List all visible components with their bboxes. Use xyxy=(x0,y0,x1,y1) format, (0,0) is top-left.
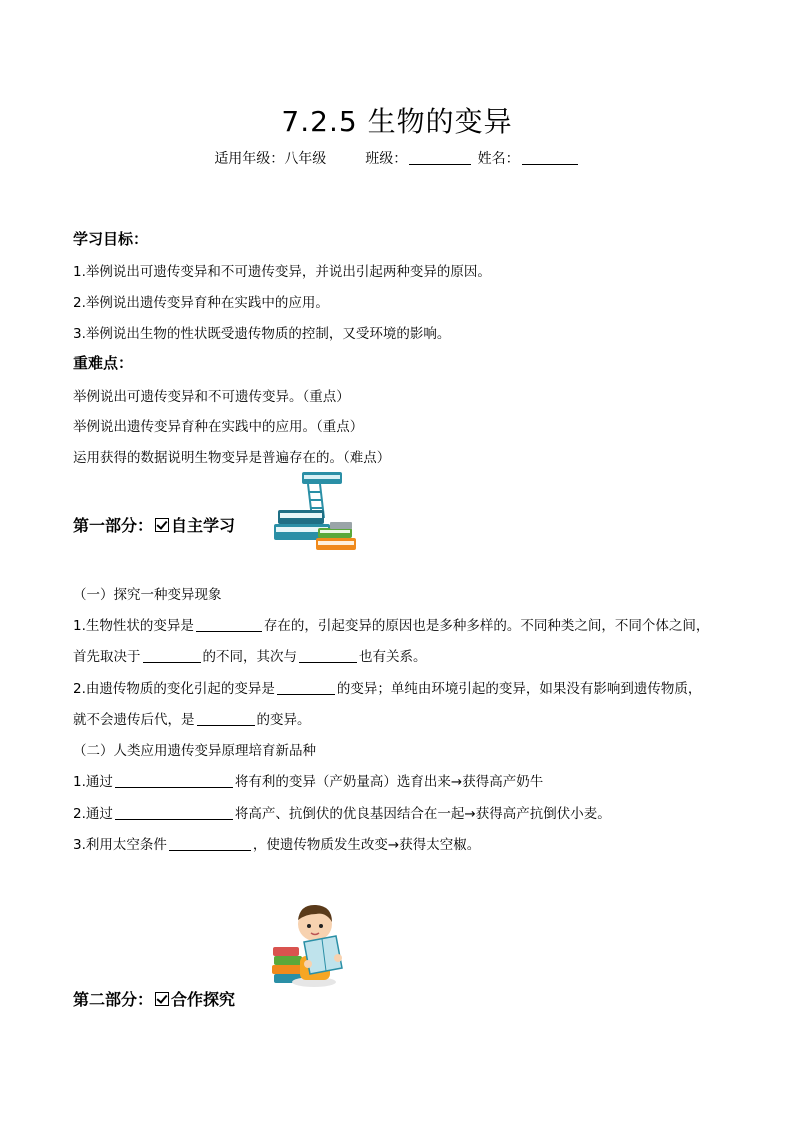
part2-title-text: 合作探究 xyxy=(171,990,236,1009)
r1-text: 将有利的变异（产奶量高）选育出来→获得高产奶牛 xyxy=(234,774,544,790)
fill-blank[interactable] xyxy=(143,648,201,663)
reading-boy-icon xyxy=(270,898,350,990)
r2-text: 将高产、抗倒伏的优良基因结合在一起→获得高产抗倒伏小麦。 xyxy=(234,806,611,822)
q1-text: 的不同，其次与 xyxy=(202,649,297,665)
q2-text: 就不会遗传后代，是 xyxy=(73,712,195,728)
q1-text: 1.生物性状的变异是 xyxy=(73,618,194,634)
key-point-item: 举例说出遗传变异育种在实践中的应用。（重点） xyxy=(73,419,364,435)
part1-title-text: 自主学习 xyxy=(171,516,236,535)
r3-text: ，使遗传物质发生改变→获得太空椒。 xyxy=(252,837,481,853)
question-2-line-1 xyxy=(73,677,701,697)
books-ladder-icon xyxy=(272,466,360,558)
q2-text: 的变异。 xyxy=(256,712,311,728)
checkbox-icon xyxy=(155,518,169,532)
page-subtitle xyxy=(0,148,794,168)
part2-title-prefix: 第二部分： xyxy=(73,990,154,1009)
question-2-line-2 xyxy=(73,708,311,728)
fill-blank[interactable] xyxy=(196,617,262,632)
q2-text: 2.由遗传物质的变化引起的变异是 xyxy=(73,681,275,697)
r2-text: 2.通过 xyxy=(73,806,113,822)
breeding-item-3 xyxy=(73,833,480,853)
page-title: 7.2.5 生物的变异 xyxy=(281,105,513,138)
q1-text: 也有关系。 xyxy=(359,649,427,665)
part1-title xyxy=(73,513,235,536)
grade-label: 适用年级： xyxy=(214,151,285,167)
q1-text: 存在的，引起变异的原因也是多种多样的。不同种类之间，不同个体之间， xyxy=(263,618,710,634)
q1-text: 首先取决于 xyxy=(73,649,141,665)
key-point-item: 运用获得的数据说明生物变异是普遍存在的。（难点） xyxy=(73,450,391,466)
section-heading: （二）人类应用遗传变异原理培育新品种 xyxy=(73,743,316,759)
part2-title xyxy=(73,987,235,1010)
q2-text: 的变异；单纯由环境引起的变异，如果没有影响到遗传物质， xyxy=(336,681,702,697)
class-blank[interactable] xyxy=(409,150,471,165)
objectives-heading: 学习目标： xyxy=(73,230,149,248)
fill-blank[interactable] xyxy=(197,711,255,726)
breeding-item-2 xyxy=(73,802,611,822)
part1-title-prefix: 第一部分： xyxy=(73,516,154,535)
class-label: 班级： xyxy=(365,151,408,167)
grade-value: 八年级 xyxy=(284,151,327,167)
section-heading: （一）探究一种变异现象 xyxy=(73,587,222,603)
objective-item: 1.举例说出可遗传变异和不可遗传变异，并说出引起两种变异的原因。 xyxy=(73,264,491,280)
question-1-line-1 xyxy=(73,614,709,634)
r1-text: 1.通过 xyxy=(73,774,113,790)
key-points-heading: 重难点： xyxy=(73,354,134,372)
key-point-item: 举例说出可遗传变异和不可遗传变异。（重点） xyxy=(73,389,350,405)
checkbox-icon xyxy=(155,992,169,1006)
fill-blank[interactable] xyxy=(115,805,233,820)
fill-blank[interactable] xyxy=(299,648,357,663)
r3-text: 3.利用太空条件 xyxy=(73,837,167,853)
question-1-line-2 xyxy=(73,645,427,665)
name-label: 姓名： xyxy=(477,151,520,167)
fill-blank[interactable] xyxy=(115,773,233,788)
breeding-item-1 xyxy=(73,770,543,790)
fill-blank[interactable] xyxy=(169,836,251,851)
objective-item: 3.举例说出生物的性状既受遗传物质的控制，又受环境的影响。 xyxy=(73,326,451,342)
fill-blank[interactable] xyxy=(277,680,335,695)
name-blank[interactable] xyxy=(522,150,578,165)
objective-item: 2.举例说出遗传变异育种在实践中的应用。 xyxy=(73,295,329,311)
